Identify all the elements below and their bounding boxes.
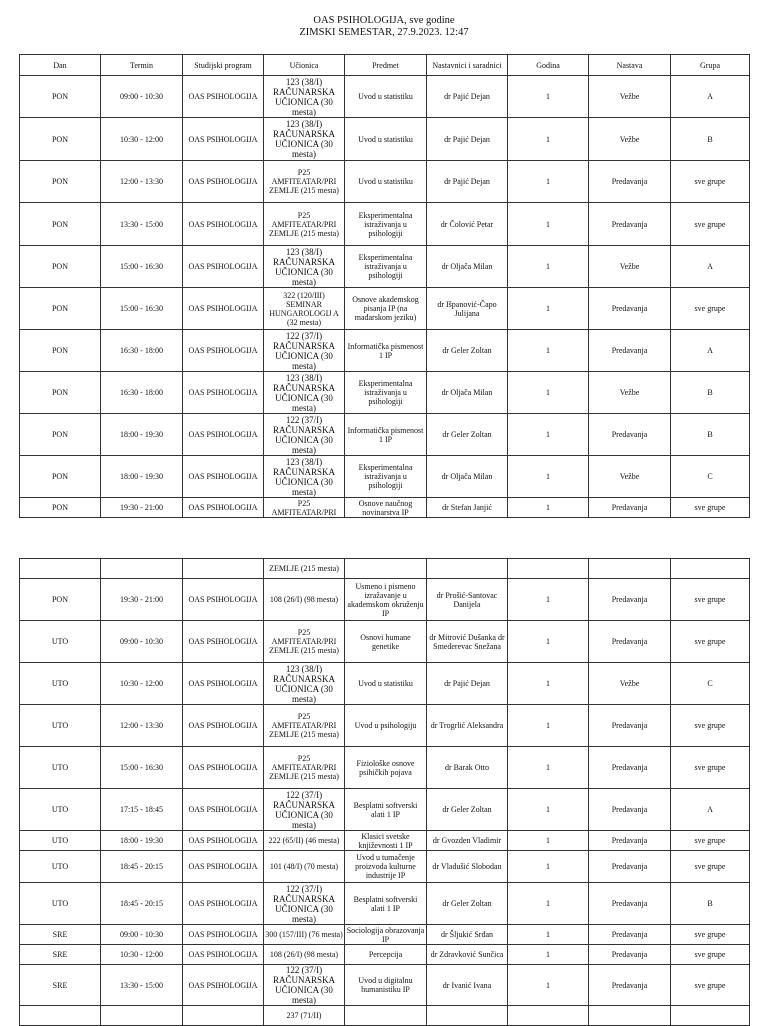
- cell-group: [671, 559, 750, 579]
- table-row: [20, 456, 750, 498]
- cell-year: 1: [508, 498, 589, 518]
- cell-program: OAS PSIHOLOGIJA: [183, 76, 264, 118]
- cell-room: 123 (38/I) RAČUNARSKA UČIONICA (30 mesta): [264, 372, 345, 414]
- cell-teacher: [427, 559, 508, 579]
- cell-day: SRE: [20, 965, 101, 1006]
- cell-type: Predavanja: [589, 498, 671, 518]
- cell-room: 222 (65/II) (46 mesta): [264, 831, 345, 851]
- cell-room: 122 (37/I) RAČUNARSKA UČIONICA (30 mesta): [264, 789, 345, 831]
- cell-group: sve grupe: [671, 945, 750, 965]
- cell-teacher: dr Geler Zoltan: [427, 883, 508, 925]
- cell-teacher: dr Geler Zoltan: [427, 414, 508, 456]
- cell-room: 122 (37/I) RAČUNARSKA UČIONICA (30 mesta): [264, 883, 345, 925]
- cell-year: 1: [508, 330, 589, 372]
- cell-room: 123 (38/I) RAČUNARSKA UČIONICA (30 mesta): [264, 76, 345, 118]
- cell-group: sve grupe: [671, 288, 750, 330]
- table-row: [20, 161, 750, 203]
- column-header-group: Grupa: [671, 55, 750, 76]
- cell-day: PON: [20, 76, 101, 118]
- cell-year: 1: [508, 621, 589, 663]
- table-row: [20, 789, 750, 831]
- cell-program: OAS PSIHOLOGIJA: [183, 851, 264, 883]
- document-subtitle: ZIMSKI SEMESTAR, 27.9.2023. 12:47: [299, 27, 469, 38]
- cell-teacher: dr Išpanović-Čapo Julijana: [427, 288, 508, 330]
- cell-group: B: [671, 372, 750, 414]
- cell-day: UTO: [20, 851, 101, 883]
- cell-time: 18:00 - 19:30: [101, 456, 183, 498]
- cell-day: UTO: [20, 831, 101, 851]
- cell-group: sve grupe: [671, 498, 750, 518]
- cell-teacher: dr Oljača Milan: [427, 456, 508, 498]
- cell-time: [101, 1006, 183, 1026]
- table-row: [20, 747, 750, 789]
- cell-teacher: dr Pajić Dejan: [427, 663, 508, 705]
- cell-program: OAS PSIHOLOGIJA: [183, 456, 264, 498]
- cell-program: OAS PSIHOLOGIJA: [183, 203, 264, 246]
- table-row: [20, 965, 750, 1006]
- cell-group: sve grupe: [671, 621, 750, 663]
- cell-group: sve grupe: [671, 705, 750, 747]
- cell-program: OAS PSIHOLOGIJA: [183, 965, 264, 1006]
- cell-time: 10:30 - 12:00: [101, 663, 183, 705]
- cell-teacher: dr Barak Otto: [427, 747, 508, 789]
- cell-time: 10:30 - 12:00: [101, 945, 183, 965]
- cell-teacher: dr Šljukić Srđan: [427, 925, 508, 945]
- cell-teacher: dr Geler Zoltan: [427, 789, 508, 831]
- cell-year: 1: [508, 851, 589, 883]
- cell-type: Predavanja: [589, 705, 671, 747]
- cell-group: [671, 1006, 750, 1026]
- cell-program: OAS PSIHOLOGIJA: [183, 831, 264, 851]
- cell-day: PON: [20, 579, 101, 621]
- cell-course: Osnove naučnog novinarstva IP: [345, 498, 427, 518]
- cell-room: 122 (37/I) RAČUNARSKA UČIONICA (30 mesta): [264, 414, 345, 456]
- table-header-row: [20, 55, 750, 76]
- cell-course: Percepcija: [345, 945, 427, 965]
- cell-day: UTO: [20, 663, 101, 705]
- cell-course: [345, 559, 427, 579]
- cell-room: ZEMLJE (215 mesta): [264, 559, 345, 579]
- cell-year: 1: [508, 76, 589, 118]
- cell-program: OAS PSIHOLOGIJA: [183, 161, 264, 203]
- cell-room: P25 AMFITEATAR/PRI ZEMLJE (215 mesta): [264, 747, 345, 789]
- cell-day: UTO: [20, 621, 101, 663]
- cell-time: 12:00 - 13:30: [101, 161, 183, 203]
- cell-room: 122 (37/I) RAČUNARSKA UČIONICA (30 mesta): [264, 330, 345, 372]
- cell-day: SRE: [20, 945, 101, 965]
- cell-room: 108 (26/I) (98 mesta): [264, 579, 345, 621]
- cell-year: [508, 559, 589, 579]
- cell-day: [20, 1006, 101, 1026]
- cell-type: Predavanja: [589, 579, 671, 621]
- cell-day: PON: [20, 414, 101, 456]
- cell-program: OAS PSIHOLOGIJA: [183, 663, 264, 705]
- cell-time: 18:00 - 19:30: [101, 831, 183, 851]
- table-row: [20, 372, 750, 414]
- cell-year: 1: [508, 456, 589, 498]
- cell-course: Eksperimentalna istraživanja u psihologiji: [345, 456, 427, 498]
- cell-day: SRE: [20, 925, 101, 945]
- cell-time: 18:45 - 20:15: [101, 851, 183, 883]
- cell-type: Predavanja: [589, 965, 671, 1006]
- cell-teacher: dr Zdravković Sunčica: [427, 945, 508, 965]
- table-row: [20, 559, 750, 579]
- cell-day: UTO: [20, 747, 101, 789]
- table-row: [20, 76, 750, 118]
- cell-program: OAS PSIHOLOGIJA: [183, 747, 264, 789]
- cell-year: 1: [508, 831, 589, 851]
- cell-teacher: dr Prošić-Santovac Danijela: [427, 579, 508, 621]
- cell-group: B: [671, 118, 750, 161]
- cell-program: OAS PSIHOLOGIJA: [183, 118, 264, 161]
- cell-group: A: [671, 246, 750, 288]
- cell-course: Osnove akademskog pisanja IP (na mađarskom jeziku): [345, 288, 427, 330]
- cell-time: 15:00 - 16:30: [101, 246, 183, 288]
- cell-time: 18:00 - 19:30: [101, 414, 183, 456]
- cell-year: 1: [508, 372, 589, 414]
- schedule-table-page-2: [19, 558, 750, 1026]
- cell-course: Klasici svetske književnosti 1 IP: [345, 831, 427, 851]
- cell-room: P25 AMFITEATAR/PRI ZEMLJE (215 mesta): [264, 621, 345, 663]
- cell-time: 19:30 - 21:00: [101, 579, 183, 621]
- cell-type: Predavanja: [589, 925, 671, 945]
- cell-year: 1: [508, 118, 589, 161]
- cell-course: Uvod u tumačenje proizvoda kulturne industrije IP: [345, 851, 427, 883]
- cell-program: OAS PSIHOLOGIJA: [183, 621, 264, 663]
- cell-type: Vežbe: [589, 663, 671, 705]
- cell-group: B: [671, 883, 750, 925]
- cell-group: A: [671, 76, 750, 118]
- table-row: [20, 1006, 750, 1026]
- cell-time: 12:00 - 13:30: [101, 705, 183, 747]
- schedule-table-page-1: [19, 54, 750, 518]
- table-row: [20, 883, 750, 925]
- column-header-program: Studijski program: [183, 55, 264, 76]
- cell-group: A: [671, 789, 750, 831]
- cell-course: Uvod u statistiku: [345, 118, 427, 161]
- cell-day: UTO: [20, 883, 101, 925]
- table-row: [20, 118, 750, 161]
- cell-type: Vežbe: [589, 372, 671, 414]
- cell-course: Usmeno i pismeno izražavanje u akademskom okruženju IP: [345, 579, 427, 621]
- cell-program: OAS PSIHOLOGIJA: [183, 288, 264, 330]
- cell-type: Predavanja: [589, 789, 671, 831]
- cell-room: 122 (37/I) RAČUNARSKA UČIONICA (30 mesta): [264, 965, 345, 1006]
- cell-year: 1: [508, 579, 589, 621]
- table-row: [20, 621, 750, 663]
- cell-day: PON: [20, 161, 101, 203]
- cell-course: Eksperimentalna istraživanja u psihologiji: [345, 372, 427, 414]
- cell-type: Vežbe: [589, 246, 671, 288]
- cell-time: 09:00 - 10:30: [101, 621, 183, 663]
- cell-program: OAS PSIHOLOGIJA: [183, 789, 264, 831]
- cell-group: sve grupe: [671, 579, 750, 621]
- cell-year: 1: [508, 789, 589, 831]
- cell-course: Sociologija obrazovanja IP: [345, 925, 427, 945]
- cell-time: 18:45 - 20:15: [101, 883, 183, 925]
- cell-room: 300 (157/III) (76 mesta): [264, 925, 345, 945]
- cell-time: 15:00 - 16:30: [101, 288, 183, 330]
- cell-day: PON: [20, 288, 101, 330]
- table-row: [20, 414, 750, 456]
- cell-course: Uvod u digitalnu humanistiku IP: [345, 965, 427, 1006]
- cell-type: [589, 559, 671, 579]
- table-row: [20, 945, 750, 965]
- cell-program: OAS PSIHOLOGIJA: [183, 498, 264, 518]
- cell-teacher: [427, 1006, 508, 1026]
- cell-room: 101 (48/I) (70 mesta): [264, 851, 345, 883]
- cell-teacher: dr Mitrović Dušanka dr Smederevac Snežana: [427, 621, 508, 663]
- cell-course: Osnovi humane genetike: [345, 621, 427, 663]
- column-header-course: Predmet: [345, 55, 427, 76]
- cell-group: sve grupe: [671, 203, 750, 246]
- column-header-time: Termin: [101, 55, 183, 76]
- cell-program: OAS PSIHOLOGIJA: [183, 945, 264, 965]
- table-row: [20, 246, 750, 288]
- cell-time: 10:30 - 12:00: [101, 118, 183, 161]
- cell-time: 13:30 - 15:00: [101, 965, 183, 1006]
- cell-program: OAS PSIHOLOGIJA: [183, 330, 264, 372]
- table-row: [20, 705, 750, 747]
- table-row: [20, 663, 750, 705]
- cell-group: sve grupe: [671, 747, 750, 789]
- cell-year: 1: [508, 203, 589, 246]
- table-row: [20, 851, 750, 883]
- cell-year: 1: [508, 414, 589, 456]
- cell-time: [101, 559, 183, 579]
- cell-time: 15:00 - 16:30: [101, 747, 183, 789]
- cell-time: 09:00 - 10:30: [101, 76, 183, 118]
- cell-time: 16:30 - 18:00: [101, 330, 183, 372]
- cell-type: Vežbe: [589, 118, 671, 161]
- cell-program: [183, 1006, 264, 1026]
- cell-type: Predavanja: [589, 831, 671, 851]
- cell-teacher: dr Pajić Dejan: [427, 118, 508, 161]
- cell-room: 237 (71/II): [264, 1006, 345, 1026]
- cell-room: 123 (38/I) RAČUNARSKA UČIONICA (30 mesta): [264, 456, 345, 498]
- cell-type: Predavanja: [589, 203, 671, 246]
- cell-day: UTO: [20, 789, 101, 831]
- cell-day: PON: [20, 498, 101, 518]
- column-header-type: Nastava: [589, 55, 671, 76]
- cell-type: Predavanja: [589, 883, 671, 925]
- table-row: [20, 925, 750, 945]
- cell-program: OAS PSIHOLOGIJA: [183, 246, 264, 288]
- cell-year: 1: [508, 705, 589, 747]
- cell-type: Predavanja: [589, 621, 671, 663]
- cell-time: 13:30 - 15:00: [101, 203, 183, 246]
- cell-program: OAS PSIHOLOGIJA: [183, 579, 264, 621]
- cell-course: Informatička pismenost 1 IP: [345, 414, 427, 456]
- cell-teacher: dr Geler Zoltan: [427, 330, 508, 372]
- cell-group: sve grupe: [671, 965, 750, 1006]
- cell-year: 1: [508, 747, 589, 789]
- cell-room: P25 AMFITEATAR/PRI ZEMLJE (215 mesta): [264, 203, 345, 246]
- document-title: OAS PSIHOLOGIJA, sve godine: [313, 15, 455, 26]
- cell-group: C: [671, 663, 750, 705]
- cell-teacher: dr Ivanić Ivana: [427, 965, 508, 1006]
- table-row: [20, 498, 750, 518]
- cell-teacher: dr Stefan Janjić: [427, 498, 508, 518]
- cell-course: Besplatni softverski alati 1 IP: [345, 883, 427, 925]
- cell-type: Predavanja: [589, 288, 671, 330]
- cell-teacher: dr Oljača Milan: [427, 372, 508, 414]
- cell-program: OAS PSIHOLOGIJA: [183, 705, 264, 747]
- cell-room: 123 (38/I) RAČUNARSKA UČIONICA (30 mesta): [264, 663, 345, 705]
- column-header-room: Učionica: [264, 55, 345, 76]
- cell-day: PON: [20, 246, 101, 288]
- table-row: [20, 579, 750, 621]
- cell-teacher: dr Trogrlić Aleksandra: [427, 705, 508, 747]
- cell-year: 1: [508, 663, 589, 705]
- cell-group: A: [671, 330, 750, 372]
- cell-teacher: dr Gvozden Vladimir: [427, 831, 508, 851]
- table-row: [20, 288, 750, 330]
- cell-day: [20, 559, 101, 579]
- cell-type: Predavanja: [589, 851, 671, 883]
- cell-type: Vežbe: [589, 456, 671, 498]
- cell-course: Uvod u statistiku: [345, 663, 427, 705]
- cell-program: OAS PSIHOLOGIJA: [183, 372, 264, 414]
- cell-group: sve grupe: [671, 925, 750, 945]
- cell-course: Uvod u psihologiju: [345, 705, 427, 747]
- cell-room: P25 AMFITEATAR/PRI: [264, 498, 345, 518]
- table-row: [20, 330, 750, 372]
- cell-year: 1: [508, 246, 589, 288]
- cell-teacher: dr Pajić Dejan: [427, 76, 508, 118]
- column-header-year: Godina: [508, 55, 589, 76]
- cell-year: 1: [508, 925, 589, 945]
- column-header-teacher: Nastavnici i saradnici: [427, 55, 508, 76]
- cell-day: PON: [20, 456, 101, 498]
- table-row: [20, 831, 750, 851]
- cell-room: P25 AMFITEATAR/PRI ZEMLJE (215 mesta): [264, 705, 345, 747]
- cell-type: Vežbe: [589, 76, 671, 118]
- cell-teacher: dr Pajić Dejan: [427, 161, 508, 203]
- cell-course: Besplatni softverski alati 1 IP: [345, 789, 427, 831]
- cell-course: Uvod u statistiku: [345, 161, 427, 203]
- cell-program: OAS PSIHOLOGIJA: [183, 414, 264, 456]
- cell-course: Fiziološke osnove psihičkih pojava: [345, 747, 427, 789]
- cell-year: 1: [508, 288, 589, 330]
- cell-program: [183, 559, 264, 579]
- cell-type: [589, 1006, 671, 1026]
- column-header-day: Dan: [20, 55, 101, 76]
- cell-day: PON: [20, 203, 101, 246]
- cell-day: PON: [20, 118, 101, 161]
- cell-room: 123 (38/I) RAČUNARSKA UČIONICA (30 mesta): [264, 118, 345, 161]
- cell-room: P25 AMFITEATAR/PRI ZEMLJE (215 mesta): [264, 161, 345, 203]
- cell-group: sve grupe: [671, 851, 750, 883]
- cell-type: Predavanja: [589, 161, 671, 203]
- cell-group: B: [671, 414, 750, 456]
- cell-year: 1: [508, 161, 589, 203]
- cell-time: 09:00 - 10:30: [101, 925, 183, 945]
- cell-type: Predavanja: [589, 747, 671, 789]
- cell-year: [508, 1006, 589, 1026]
- cell-day: PON: [20, 372, 101, 414]
- cell-group: sve grupe: [671, 831, 750, 851]
- cell-teacher: dr Oljača Milan: [427, 246, 508, 288]
- cell-room: 108 (26/I) (98 mesta): [264, 945, 345, 965]
- cell-room: 322 (120/III) SEMINAR HUNGAROLOGIJ A (32 mesta): [264, 288, 345, 330]
- cell-course: [345, 1006, 427, 1026]
- cell-teacher: dr Čolović Petar: [427, 203, 508, 246]
- cell-course: Eksperimentalna istraživanja u psihologiji: [345, 246, 427, 288]
- cell-type: Predavanja: [589, 330, 671, 372]
- table-row: [20, 203, 750, 246]
- cell-time: 16:30 - 18:00: [101, 372, 183, 414]
- cell-room: 123 (38/I) RAČUNARSKA UČIONICA (30 mesta): [264, 246, 345, 288]
- cell-day: UTO: [20, 705, 101, 747]
- cell-program: OAS PSIHOLOGIJA: [183, 883, 264, 925]
- cell-course: Eksperimentalna istraživanja u psihologiji: [345, 203, 427, 246]
- cell-course: Uvod u statistiku: [345, 76, 427, 118]
- cell-year: 1: [508, 883, 589, 925]
- cell-group: sve grupe: [671, 161, 750, 203]
- cell-group: C: [671, 456, 750, 498]
- cell-teacher: dr Vladušić Slobodan: [427, 851, 508, 883]
- cell-type: Predavanja: [589, 945, 671, 965]
- cell-program: OAS PSIHOLOGIJA: [183, 925, 264, 945]
- cell-time: 17:15 - 18:45: [101, 789, 183, 831]
- cell-day: PON: [20, 330, 101, 372]
- cell-type: Predavanja: [589, 414, 671, 456]
- cell-year: 1: [508, 945, 589, 965]
- cell-year: 1: [508, 965, 589, 1006]
- cell-time: 19:30 - 21:00: [101, 498, 183, 518]
- cell-course: Informatička pismenost 1 IP: [345, 330, 427, 372]
